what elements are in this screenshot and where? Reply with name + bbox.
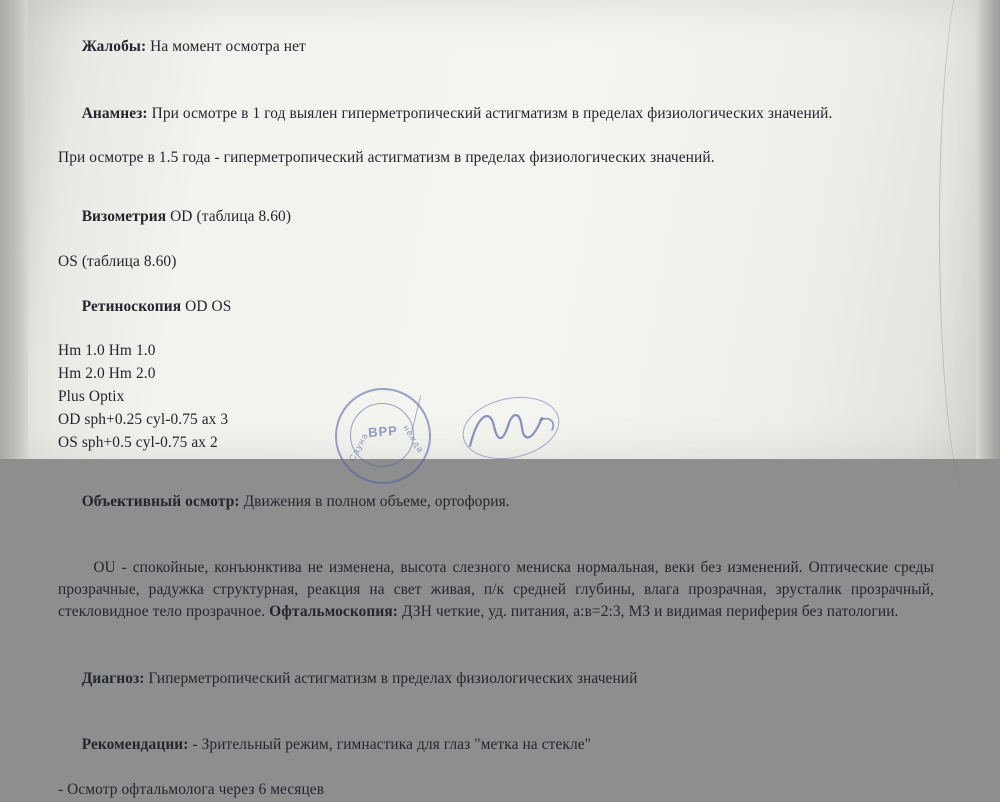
recommendations-line — [58, 712, 934, 778]
os-sph-line: OS sph+0.5 cyl-0.75 ax 2 — [58, 433, 218, 451]
recommendations-item-1: - Осмотр офтальмолога через 6 месяцев — [58, 780, 325, 798]
od-sph-line: OD sph+0.25 cyl-0.75 ax 3 — [58, 410, 229, 428]
objective-exam-body — [58, 535, 938, 644]
spacer-1 — [58, 170, 934, 184]
diagnosis-label: Диагноз: — [81, 669, 145, 687]
complaints-value: На момент осмотра нет — [146, 37, 306, 55]
visometry-value: OD (таблица 8.60) — [166, 208, 292, 225]
objective-exam-value: Движения в полном объеме, ортофория. — [239, 492, 510, 510]
retinoscopy-value: OD OS — [181, 297, 232, 315]
hm-line-1: Hm 1.0 Hm 1.0 — [58, 342, 156, 360]
recommendations-label: Рекомендации: — [81, 736, 189, 754]
ophthalmoscopy-value: ДЗН четкие, уд. питания, а:в=2:3, МЗ и видимая периферия без патологии. — [398, 602, 899, 620]
complaints-label: Жалобы: — [81, 37, 147, 55]
retinoscopy-line — [58, 274, 934, 340]
anamnesis-line — [58, 81, 934, 147]
objective-exam-label: Объективный осмотр: — [81, 492, 240, 510]
photo-right-shadow — [976, 0, 1000, 459]
ophthalmoscopy-label: Офтальмоскопия: — [269, 602, 398, 620]
diagnosis-line — [58, 646, 934, 712]
retinoscopy-label: Ретиноскопия — [81, 297, 182, 315]
official-stamp — [335, 388, 431, 484]
plus-optix-line: Plus Optix — [58, 388, 125, 405]
stamp-arc-right-text: нежда — [400, 423, 426, 455]
diagnosis-value: Гиперметропический астигматизм в пределах физиологических значений — [144, 669, 638, 687]
recommendations-value: - Зрительный режим, гимнастика для глаз "метка на стекле" — [188, 736, 592, 754]
anamnesis-value: При осмотре в 1 год выялен гиперметропический астигматизм в пределах физиологических значений. — [147, 104, 833, 122]
anamnesis-line-2: При осмотре в 1.5 года - гиперметропический астигматизм в пределах физиологических значений. — [58, 149, 715, 167]
stamp-center-text: ВРР — [367, 422, 399, 441]
objective-body-part-1: OU - спокойные, конъюнктива не изменена, высота слезного мениска нормальная, веки без изменений. Оптические среды прозрачные, радужка структурная, реакция на свет живая, п/к средней глубины, влага прозрачная, зрусталик прозрачный, стекловидное тело прозрачное. — [58, 559, 938, 620]
visometry-line — [58, 184, 934, 250]
complaints-line — [58, 14, 934, 80]
visometry-os-line: OS (таблица 8.60) — [58, 252, 177, 270]
photo-left-shadow — [0, 0, 28, 459]
handwritten-signature — [452, 396, 572, 458]
stamp-arc-left-text: Сауна — [346, 430, 371, 464]
hm-line-2: Hm 2.0 Hm 2.0 — [58, 365, 156, 383]
visometry-label: Визометрия — [81, 208, 167, 225]
objective-exam-line — [58, 469, 934, 535]
anamnesis-label: Анамнез: — [81, 104, 148, 122]
